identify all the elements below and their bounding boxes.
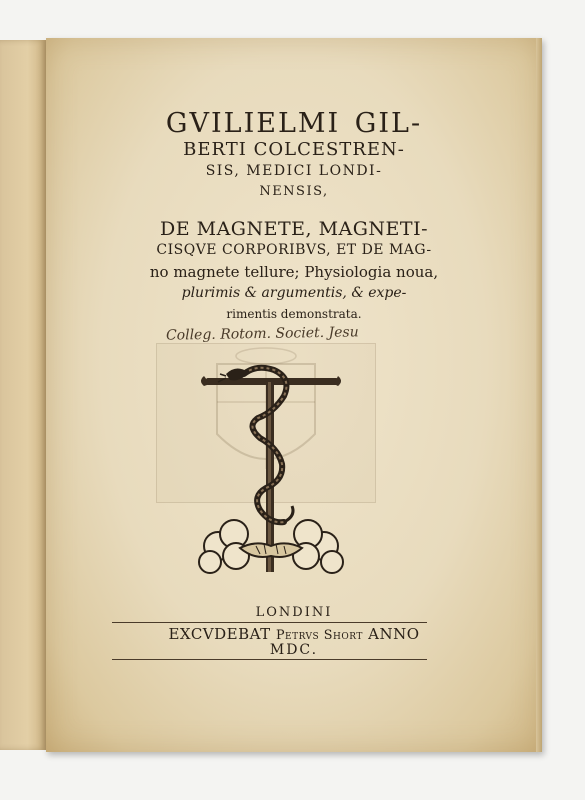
imprint-rule-bottom: [112, 659, 427, 660]
author-line-4: NENSIS,: [259, 184, 329, 199]
imprint-year: MDC.: [269, 642, 319, 658]
imprint-printer-suffix: ANNO: [362, 625, 420, 643]
handwritten-inscription: Colleg. Rotom. Societ. Jesu: [165, 324, 359, 344]
facing-page-edge: [0, 40, 47, 750]
title-line-1: DE MAGNETE, MAGNETI-: [159, 218, 429, 240]
printers-device-serpent-staff-icon: [196, 356, 346, 584]
imprint-place: LONDINI: [255, 605, 333, 620]
title-page: [46, 38, 542, 752]
imprint-printer: [46, 625, 542, 643]
title-line-2: CISQVE CORPORIBVS, ET DE MAG-: [156, 242, 432, 258]
author-line-3: SIS, MEDICI LONDI-: [205, 163, 383, 179]
imprint-printer-prefix: EXCVDEBAT: [168, 625, 276, 643]
author-line-2: BERTI COLCESTREN-: [183, 139, 405, 160]
title-line-5: rimentis demonstrata.: [226, 307, 362, 321]
imprint-rule-top: [112, 622, 427, 623]
author-line-1: GVILIELMI GIL-: [165, 108, 423, 139]
title-line-4: plurimis & argumentis, & expe-: [181, 285, 407, 301]
title-line-3: no magnete tellure; Physiologia noua,: [149, 263, 439, 281]
imprint-printer-name: Petrvs Short: [275, 628, 363, 643]
